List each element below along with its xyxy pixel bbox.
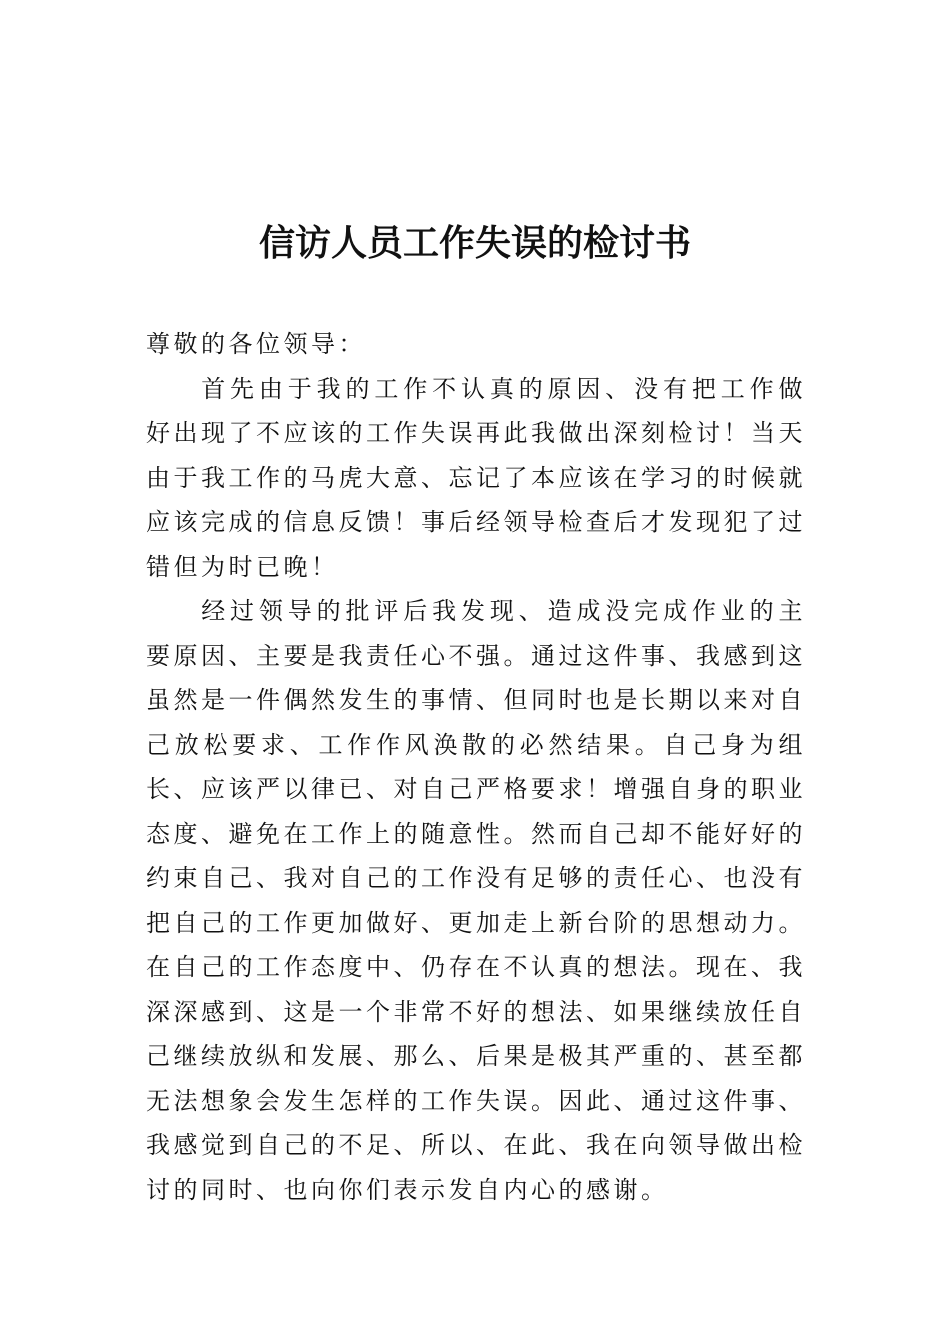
document-title: 信访人员工作失误的检讨书 <box>258 222 691 264</box>
body-paragraph: 首先由于我的工作不认真的原因、没有把工作做好出现了不应该的工作失误再此我做出深刻检讨！当天由于我工作的马虎大意、忘记了本应该在学习的时候就应该完成的信息反馈！事后经领导检查后才发现犯了过错但为时已晚！ <box>146 374 806 581</box>
body-paragraph: 经过领导的批评后我发现、造成没完成作业的主要原因、主要是我责任心不强。通过这件事、我感到这虽然是一件偶然发生的事情、但同时也是长期以来对自己放松要求、工作作风涣散的必然结果。自己身为组长、应该严以律已、对自己严格要求！增强自身的职业态度、避免在工作上的随意性。然而自己却不能好好的约束自己、我对自己的工作没有足够的责任心、也没有把自己的工作更加做好、更加走上新台阶的思想动力。在自己的工作态度中、仍存在不认真的想法。现在、我深深感到、这是一个非常不好的想法、如果继续放任自己继续放纵和发展、那么、后果是极其严重的、甚至都无法想象会发生怎样的工作失误。因此、通过这件事、我感觉到自己的不足、所以、在此、我在向领导做出检讨的同时、也向你们表示发自内心的感谢。 <box>146 597 806 1204</box>
document-body <box>146 322 806 1212</box>
salutation: 尊敬的各位领导： <box>146 330 366 358</box>
